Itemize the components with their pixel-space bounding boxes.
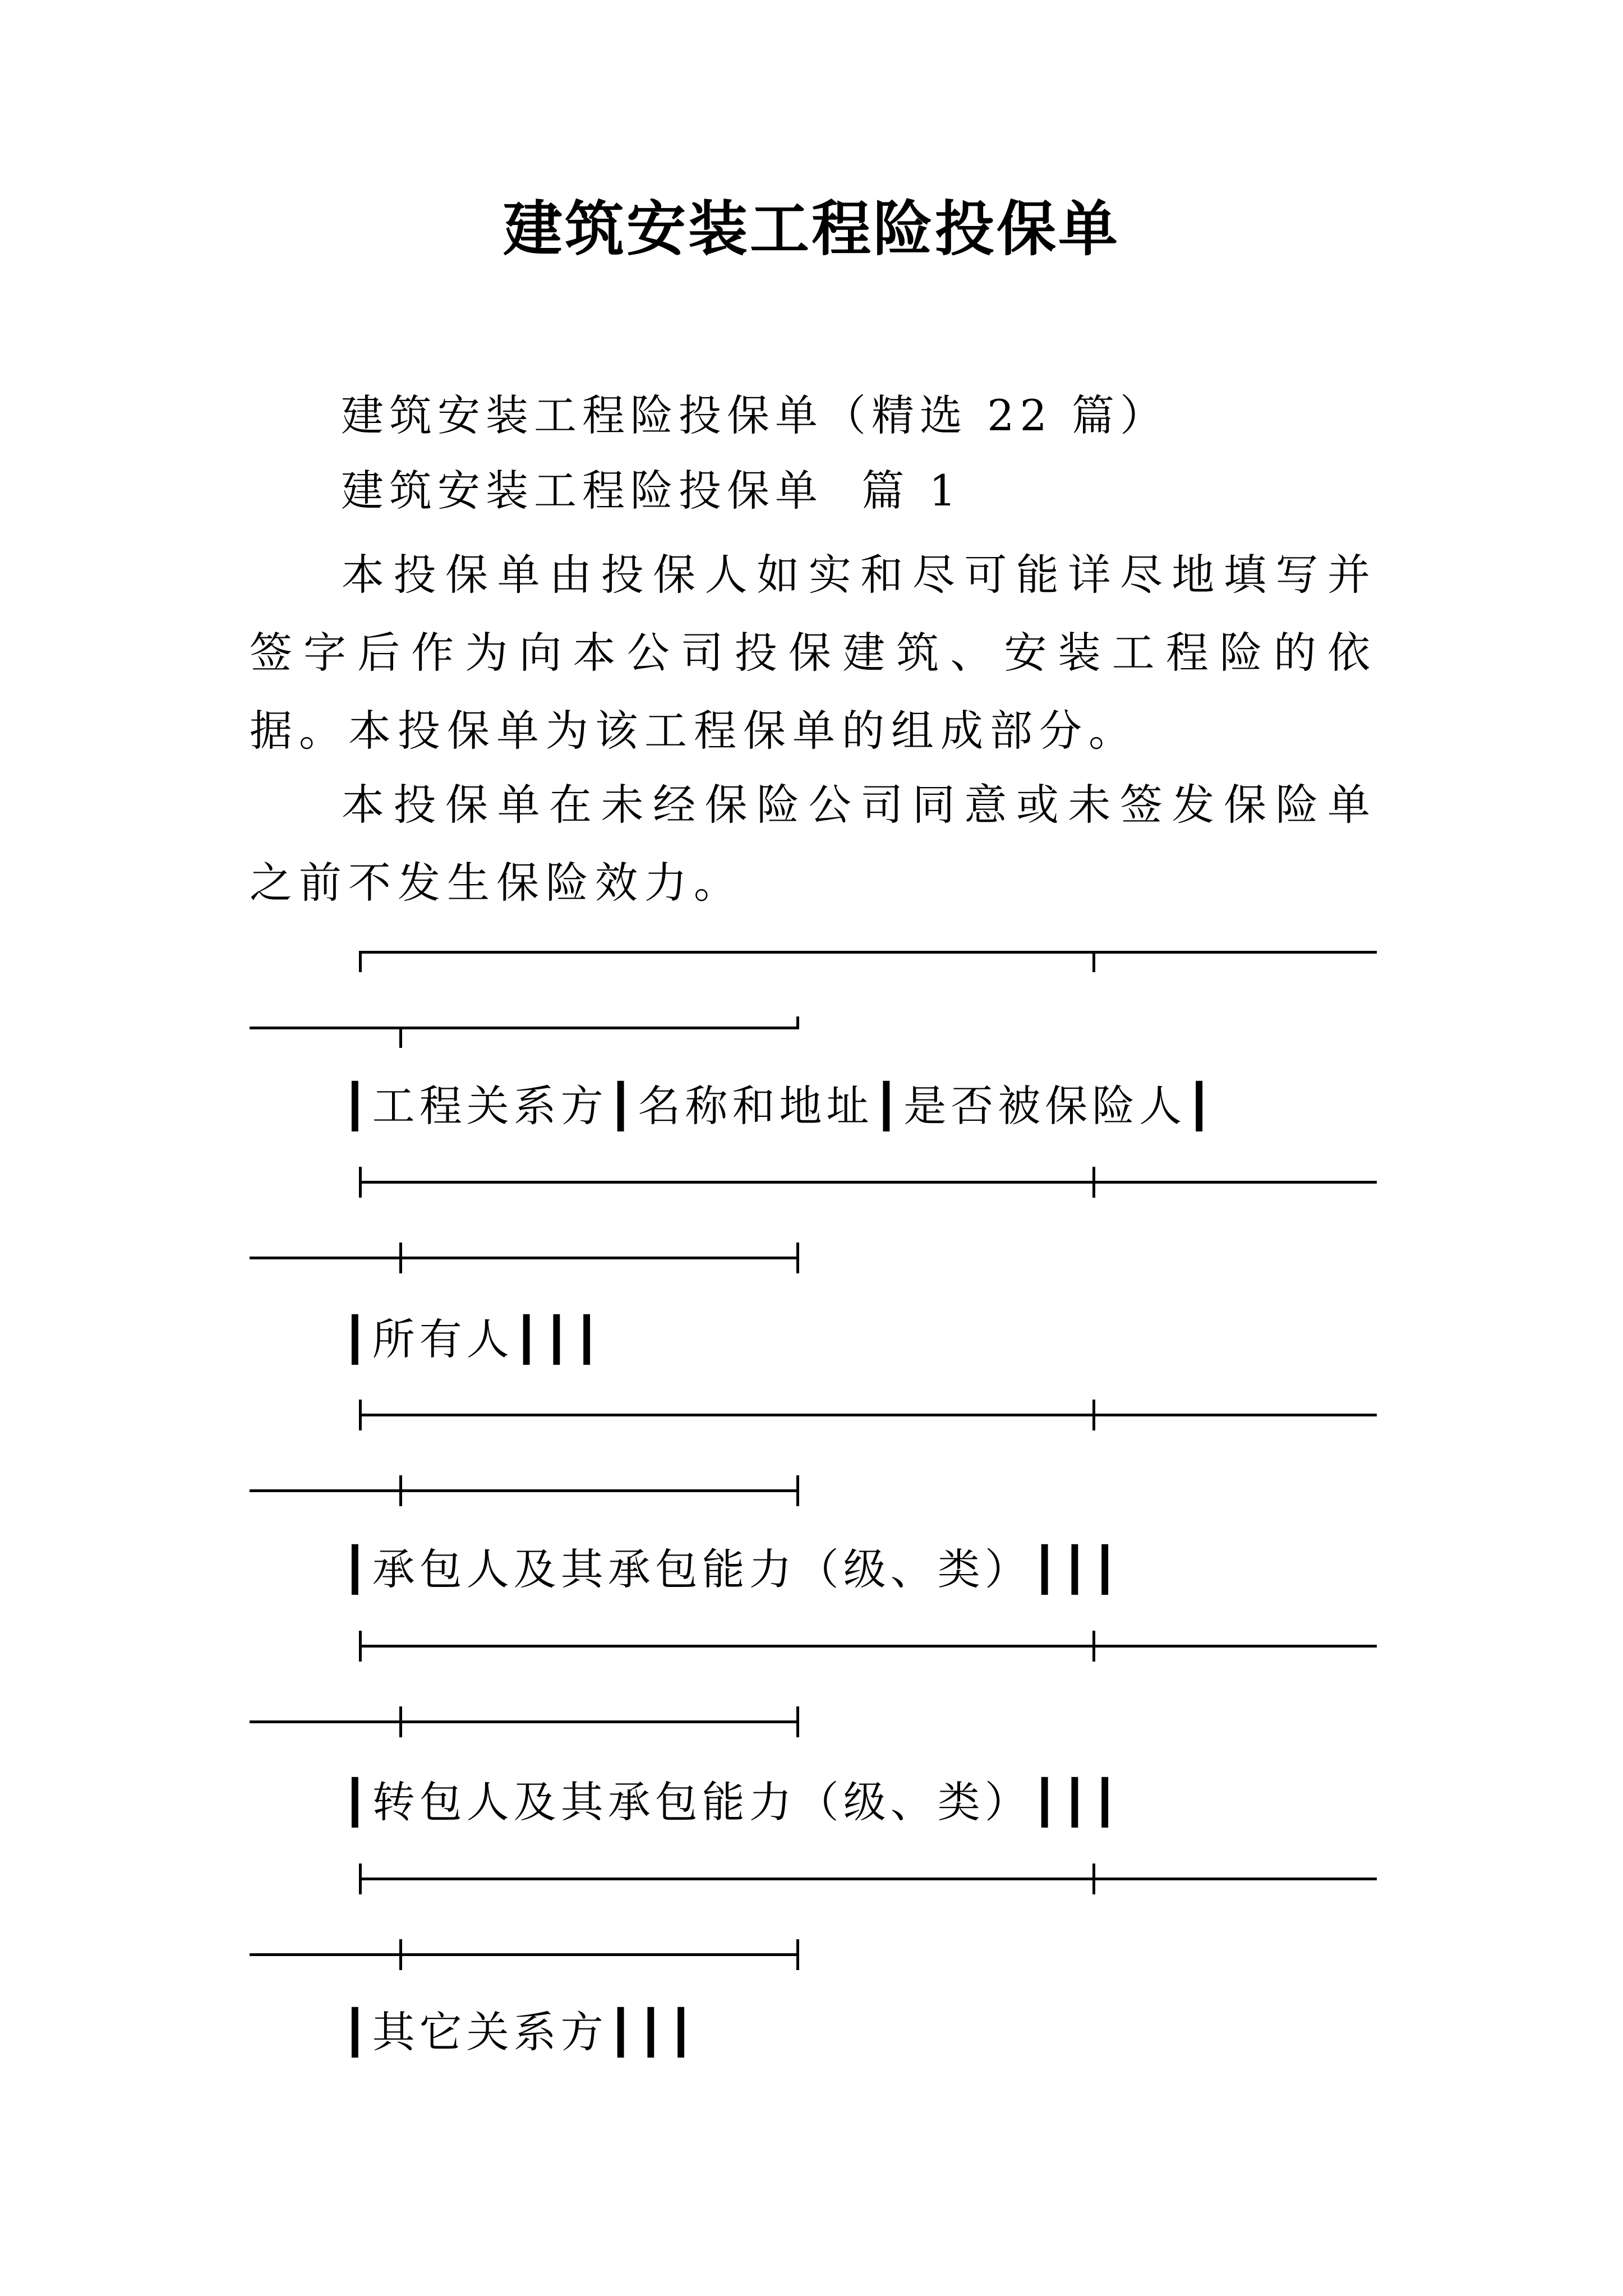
page-title: 建筑安装工程险投保单 [503, 194, 1120, 264]
paragraph-1: 本投保单由投保人如实和尽可能详尽地填写并签字后作为向本公司投保建筑、安装工程险的依据。本投保单为该工程保单的组成部分。 [250, 550, 1377, 756]
table-row: ┃其它关系方┃┃┃ [342, 2007, 699, 2057]
table-row: ┃承包人及其承包能力（级、类）┃┃┃ [342, 1544, 1123, 1594]
document-subtitle: 建筑安装工程险投保单（精选 22 篇） [341, 390, 1169, 440]
table-row: ┃工程关系方┃名称和地址┃是否被保险人┃ [342, 1081, 1217, 1131]
table-row: ┃所有人┃┃┃ [342, 1314, 605, 1364]
section-heading: 建筑安装工程险投保单 篇 1 [341, 466, 962, 516]
paragraph-2: 本投保单在未经保险公司同意或未签发保险单之前不发生保险效力。 [250, 780, 1377, 908]
table-row: ┃转包人及其承包能力（级、类）┃┃┃ [342, 1777, 1123, 1827]
